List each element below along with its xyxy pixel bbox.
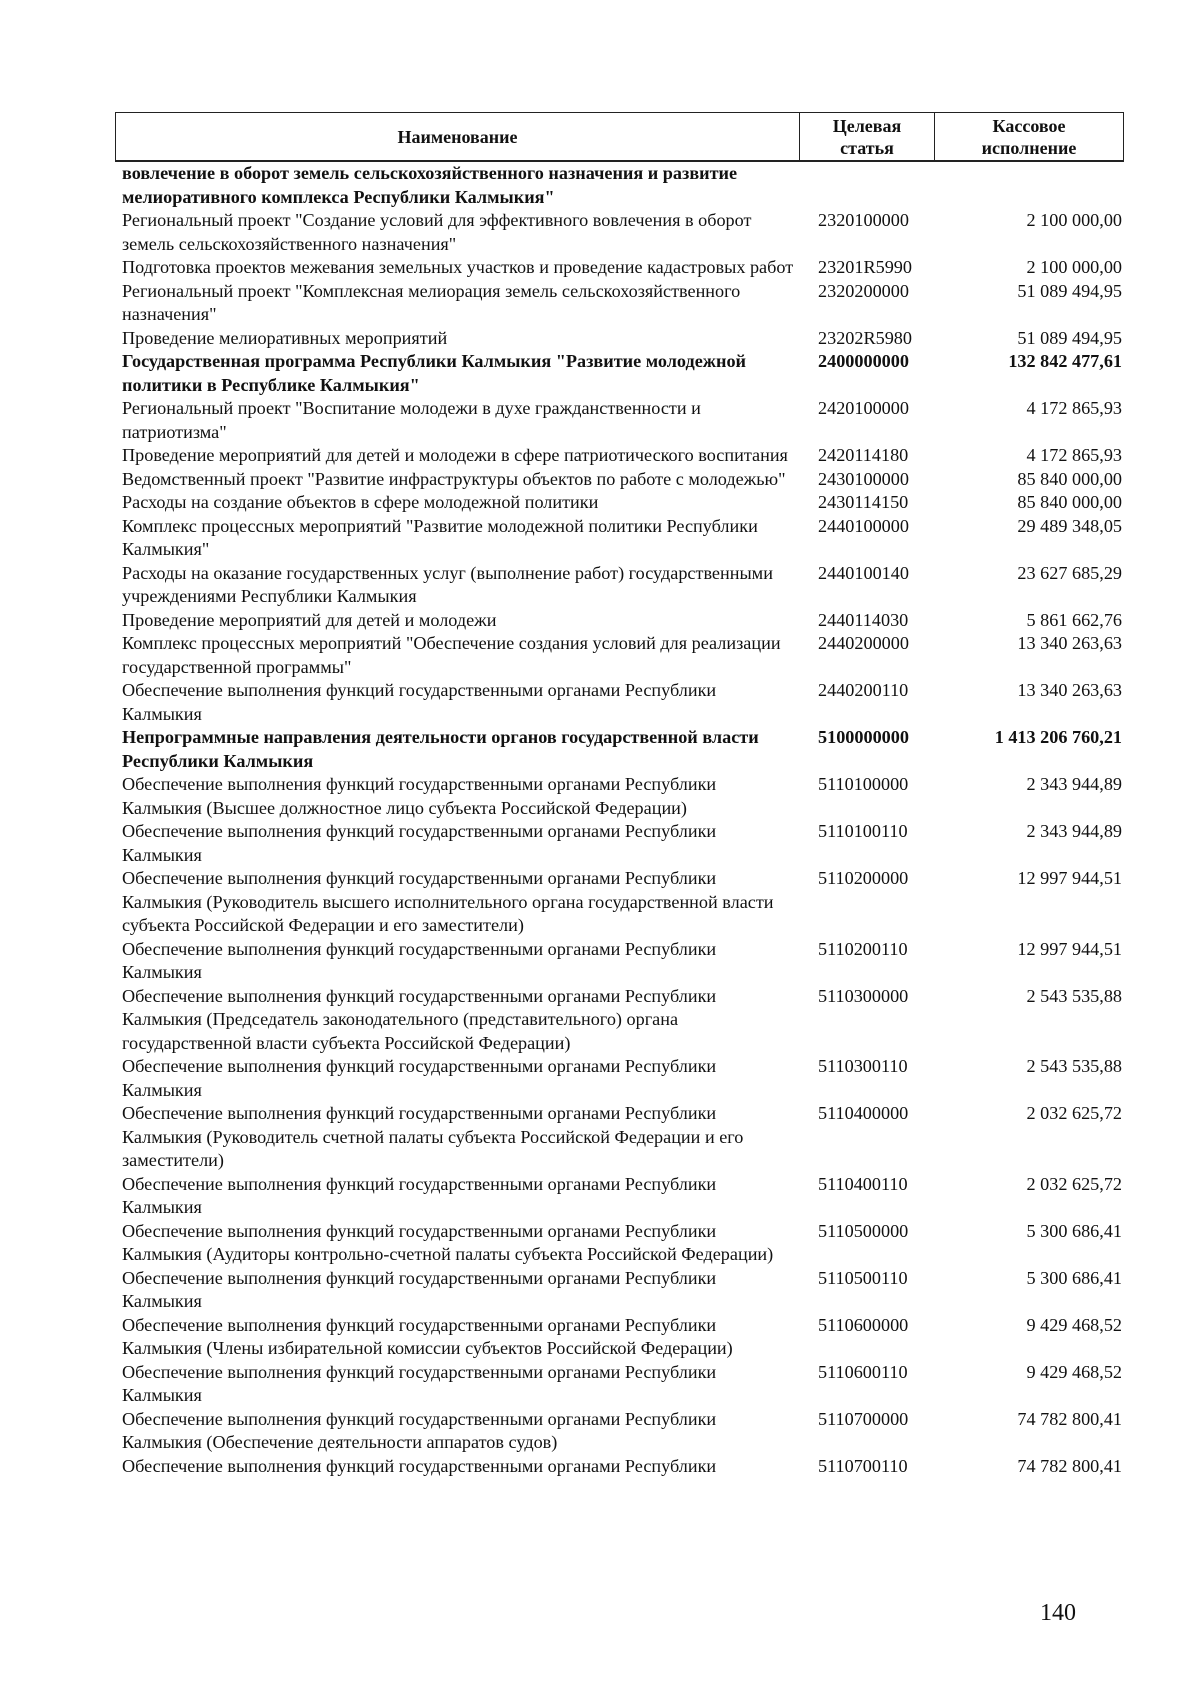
row-code: 5110500000 bbox=[818, 1220, 909, 1241]
table-row bbox=[122, 397, 1122, 444]
row-name: Обеспечение выполнения функций государственными органами Республики Калмыкия (Руководитель счетной палаты субъекта Российской Федерации и его заместители) bbox=[122, 1103, 744, 1170]
row-sum: 12 997 944,51 bbox=[1017, 938, 1122, 959]
row-code: 5110600110 bbox=[818, 1361, 908, 1382]
row-name: Обеспечение выполнения функций государственными органами Республики Калмыкия (Председатель законодательного (представительного) органа государственной власти субъекта Российской Федерации) bbox=[122, 985, 717, 1053]
row-name: Проведение мероприятий для детей и молодежи в сфере патриотического воспитания bbox=[122, 445, 788, 465]
row-sum: 5 300 686,41 bbox=[1026, 1220, 1122, 1241]
table-row bbox=[122, 468, 1122, 492]
table-row bbox=[122, 609, 1122, 633]
table-row bbox=[122, 1455, 1122, 1479]
row-sum: 9 429 468,52 bbox=[1026, 1314, 1122, 1335]
row-code: 5110400000 bbox=[818, 1103, 909, 1123]
row-code: 5110300000 bbox=[818, 985, 909, 1006]
row-name: Обеспечение выполнения функций государственными органами Республики Калмыкия (Обеспечение деятельности аппаратов судов) bbox=[122, 1408, 717, 1452]
header-code-line1: Целевая bbox=[832, 115, 902, 136]
table-row bbox=[122, 1314, 1122, 1361]
row-name: Ведомственный проект "Развитие инфраструктуры объектов по работе с молодежью" bbox=[122, 468, 786, 489]
table-header bbox=[115, 112, 1124, 162]
table-row bbox=[122, 726, 1122, 773]
row-sum: 2 543 535,88 bbox=[1026, 1056, 1122, 1076]
table-row bbox=[122, 1173, 1122, 1220]
row-sum: 9 429 468,52 bbox=[1026, 1361, 1122, 1382]
row-name: Комплекс процессных мероприятий "Обеспечение создания условий для реализации государственной программы" bbox=[122, 633, 781, 677]
table-row bbox=[122, 562, 1122, 609]
row-sum: 74 782 800,41 bbox=[1017, 1455, 1122, 1476]
row-sum: 5 300 686,41 bbox=[1026, 1267, 1122, 1288]
row-code: 2320200000 bbox=[818, 280, 909, 301]
row-sum: 2 100 000,00 bbox=[1026, 257, 1122, 277]
table-row bbox=[122, 1408, 1122, 1455]
table-row bbox=[122, 256, 1122, 280]
row-name: Обеспечение выполнения функций государственными органами Республики bbox=[122, 1455, 717, 1476]
table-row bbox=[122, 1267, 1122, 1314]
row-code: 5110300110 bbox=[818, 1056, 908, 1076]
row-sum: 2 343 944,89 bbox=[1026, 821, 1122, 841]
row-code: 5110200110 bbox=[818, 938, 908, 959]
row-code: 5100000000 bbox=[818, 727, 909, 747]
row-sum: 13 340 263,63 bbox=[1017, 633, 1122, 653]
row-sum: 2 100 000,00 bbox=[1026, 210, 1122, 230]
row-code: 2440200000 bbox=[818, 633, 909, 653]
row-name: Проведение мероприятий для детей и молодежи bbox=[122, 609, 497, 630]
table-row bbox=[122, 327, 1122, 351]
row-name: Региональный проект "Комплексная мелиорация земель сельскохозяйственного назначения" bbox=[122, 280, 741, 324]
row-code: 5110700110 bbox=[818, 1455, 908, 1476]
table-row bbox=[122, 938, 1122, 985]
row-sum: 4 172 865,93 bbox=[1026, 445, 1122, 465]
page-number: 140 bbox=[1040, 1600, 1076, 1626]
row-sum: 51 089 494,95 bbox=[1017, 280, 1122, 301]
row-name: Обеспечение выполнения функций государственными органами Республики Калмыкия (Высшее должностное лицо субъекта Российской Федерации) bbox=[122, 774, 717, 818]
table-row bbox=[122, 515, 1122, 562]
row-name: Обеспечение выполнения функций государственными органами Республики Калмыкия bbox=[122, 938, 717, 982]
row-code: 2430100000 bbox=[818, 468, 909, 489]
row-sum: 85 840 000,00 bbox=[1017, 468, 1122, 489]
header-sum-line2: исполнение bbox=[981, 137, 1077, 158]
row-sum: 74 782 800,41 bbox=[1017, 1408, 1122, 1429]
table-row bbox=[122, 1055, 1122, 1102]
table-row bbox=[122, 209, 1122, 256]
row-name: Непрограммные направления деятельности органов государственной власти Республики Калмыкия bbox=[122, 727, 759, 771]
row-name: Подготовка проектов межевания земельных участков и проведение кадастровых работ bbox=[122, 257, 794, 277]
row-sum: 5 861 662,76 bbox=[1026, 609, 1122, 630]
row-sum: 2 543 535,88 bbox=[1026, 985, 1122, 1006]
row-code: 2440100140 bbox=[818, 562, 909, 583]
row-name: вовлечение в оборот земель сельскохозяйственного назначения и развитие мелиоративного комплекса Республики Калмыкия" bbox=[122, 163, 738, 207]
row-name: Региональный проект "Воспитание молодежи в духе гражданственности и патриотизма" bbox=[122, 398, 701, 442]
row-name: Обеспечение выполнения функций государственными органами Республики Калмыкия (Руководитель высшего исполнительного органа государственной власти субъекта Российской Федерации и его заместители) bbox=[122, 868, 774, 935]
row-sum: 2 032 625,72 bbox=[1026, 1103, 1122, 1123]
table-row bbox=[122, 1102, 1122, 1173]
row-code: 2420100000 bbox=[818, 398, 909, 418]
table-row bbox=[122, 491, 1122, 515]
table-row bbox=[122, 1220, 1122, 1267]
row-code: 2400000000 bbox=[818, 351, 909, 371]
row-sum: 4 172 865,93 bbox=[1026, 398, 1122, 418]
table-row bbox=[122, 280, 1122, 327]
table-row bbox=[122, 162, 1122, 209]
table-row bbox=[122, 679, 1122, 726]
row-name: Обеспечение выполнения функций государственными органами Республики Калмыкия bbox=[122, 1056, 717, 1100]
header-sum bbox=[935, 113, 1123, 160]
row-code: 2440200110 bbox=[818, 680, 909, 700]
row-sum: 1 413 206 760,21 bbox=[994, 727, 1122, 747]
row-code: 2430114150 bbox=[818, 492, 909, 512]
table-row bbox=[122, 985, 1122, 1056]
row-sum: 29 489 348,05 bbox=[1017, 515, 1122, 536]
row-code: 5110600000 bbox=[818, 1314, 909, 1335]
row-name: Региональный проект "Создание условий для эффективного вовлечения в оборот земель сельскохозяйственного назначения" bbox=[122, 210, 752, 254]
row-name: Обеспечение выполнения функций государственными органами Республики Калмыкия bbox=[122, 821, 717, 865]
header-code-line2: статья bbox=[840, 137, 894, 158]
row-sum: 13 340 263,63 bbox=[1017, 680, 1122, 700]
row-sum: 23 627 685,29 bbox=[1017, 562, 1122, 583]
table-row bbox=[122, 444, 1122, 468]
table-row bbox=[122, 632, 1122, 679]
row-code: 5110100000 bbox=[818, 774, 909, 794]
row-code: 5110700000 bbox=[818, 1408, 909, 1429]
row-code: 23202R5980 bbox=[818, 327, 912, 348]
row-name: Обеспечение выполнения функций государственными органами Республики Калмыкия (Аудиторы контрольно-счетной палаты субъекта Российской Федерации) bbox=[122, 1220, 774, 1264]
row-code: 5110500110 bbox=[818, 1267, 908, 1288]
table-row bbox=[122, 350, 1122, 397]
table-body bbox=[122, 162, 1122, 1478]
row-code: 23201R5990 bbox=[818, 257, 912, 277]
table-row bbox=[122, 867, 1122, 938]
table-row bbox=[122, 773, 1122, 820]
header-name-label: Наименование bbox=[397, 126, 518, 147]
row-code: 5110400110 bbox=[818, 1173, 908, 1194]
row-code: 2440114030 bbox=[818, 609, 909, 630]
row-sum: 12 997 944,51 bbox=[1017, 868, 1122, 888]
row-code: 2440100000 bbox=[818, 515, 909, 536]
header-name bbox=[116, 113, 800, 160]
row-name: Обеспечение выполнения функций государственными органами Республики Калмыкия bbox=[122, 1267, 717, 1311]
row-name: Обеспечение выполнения функций государственными органами Республики Калмыкия (Члены избирательной комиссии субъектов Российской Федерации) bbox=[122, 1314, 733, 1358]
header-sum-line1: Кассовое bbox=[992, 115, 1066, 136]
row-name: Обеспечение выполнения функций государственными органами Республики Калмыкия bbox=[122, 1361, 717, 1405]
row-name: Комплекс процессных мероприятий "Развитие молодежной политики Республики Калмыкия" bbox=[122, 515, 758, 559]
row-name: Расходы на создание объектов в сфере молодежной политики bbox=[122, 492, 599, 512]
row-code: 2420114180 bbox=[818, 445, 909, 465]
header-code bbox=[800, 113, 935, 160]
row-sum: 85 840 000,00 bbox=[1017, 492, 1122, 512]
row-name: Проведение мелиоративных мероприятий bbox=[122, 327, 448, 348]
row-code: 2320100000 bbox=[818, 210, 909, 230]
row-code: 5110100110 bbox=[818, 821, 908, 841]
table-row bbox=[122, 1361, 1122, 1408]
row-sum: 2 343 944,89 bbox=[1026, 774, 1122, 794]
table-row bbox=[122, 820, 1122, 867]
row-name: Обеспечение выполнения функций государственными органами Республики Калмыкия bbox=[122, 680, 717, 724]
row-name: Расходы на оказание государственных услуг (выполнение работ) государственными учреждениями Республики Калмыкия bbox=[122, 562, 773, 606]
row-name: Государственная программа Республики Калмыкия "Развитие молодежной политики в Республике Калмыкия" bbox=[122, 351, 747, 395]
row-code: 5110200000 bbox=[818, 868, 909, 888]
row-sum: 132 842 477,61 bbox=[1008, 351, 1122, 371]
row-sum: 2 032 625,72 bbox=[1026, 1173, 1122, 1194]
row-name: Обеспечение выполнения функций государственными органами Республики Калмыкия bbox=[122, 1173, 717, 1217]
row-sum: 51 089 494,95 bbox=[1017, 327, 1122, 348]
